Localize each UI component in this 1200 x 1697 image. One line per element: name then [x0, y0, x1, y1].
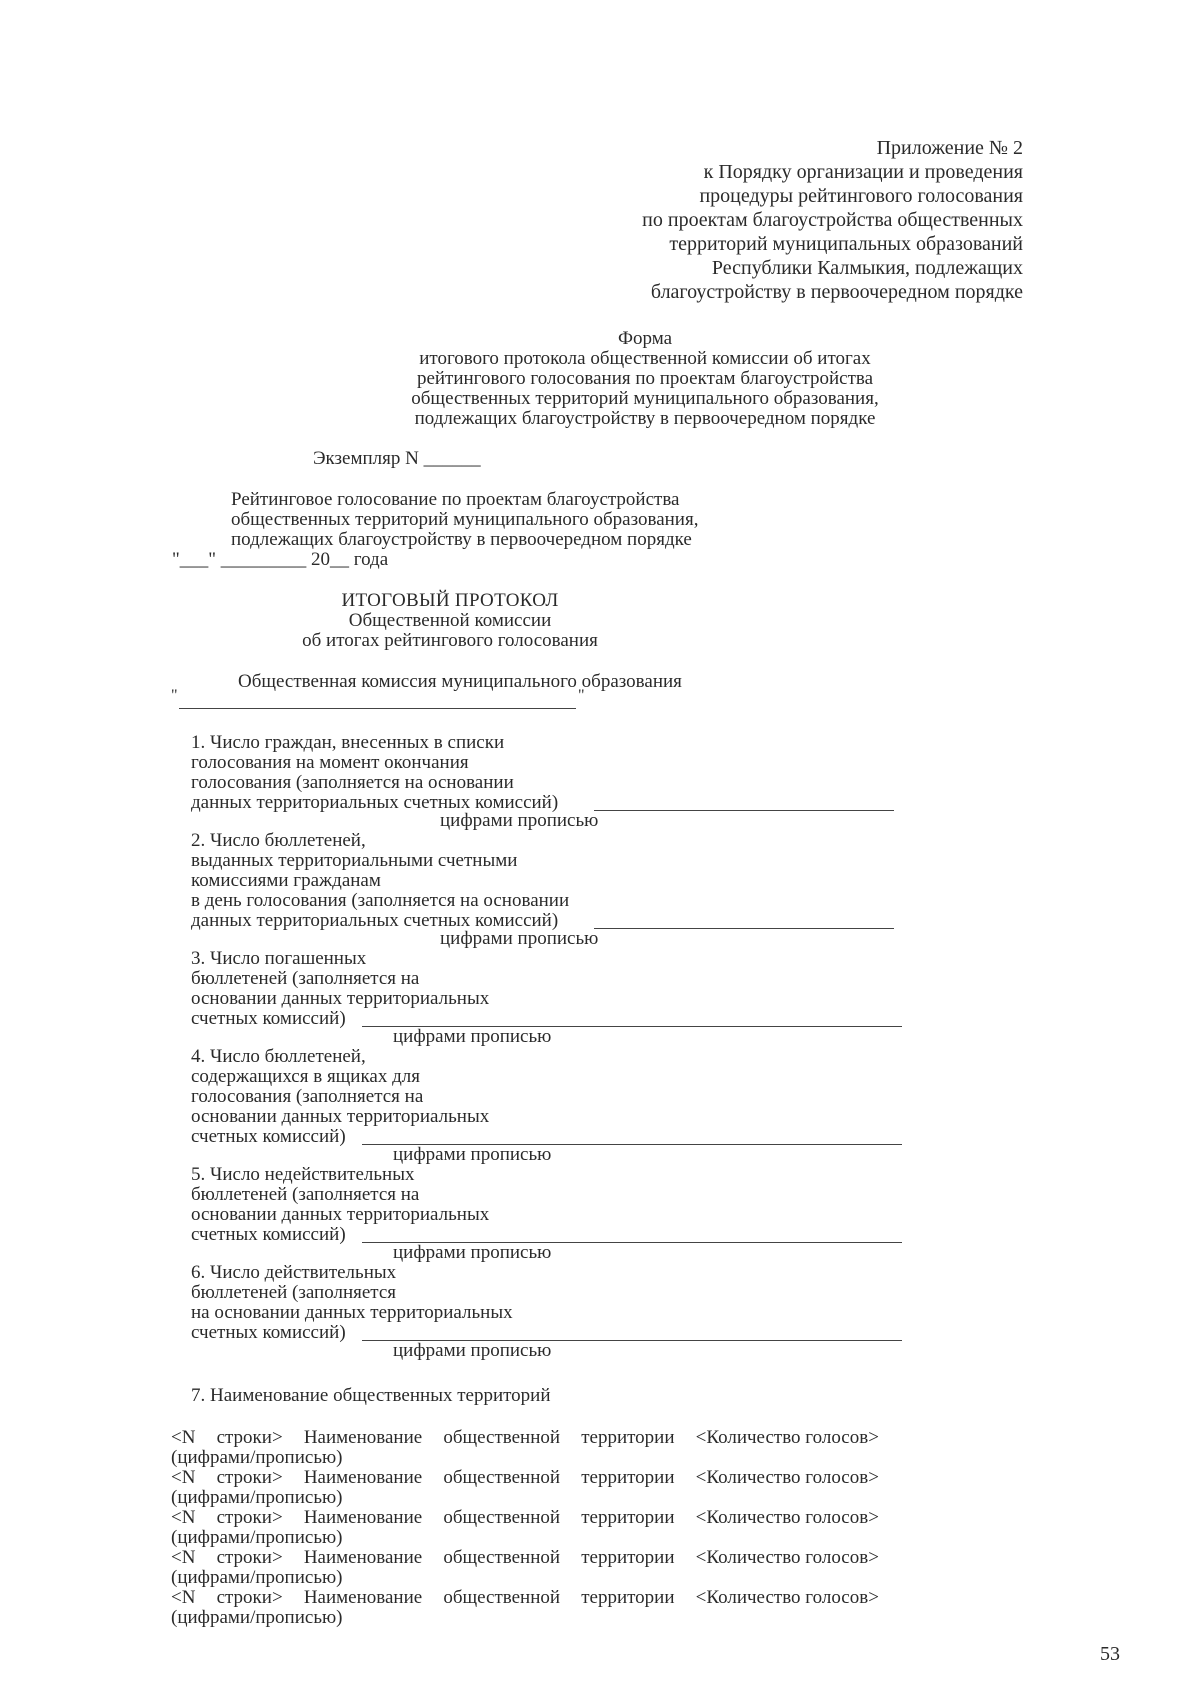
- vote-count-label: <Количество голосов>: [695, 1547, 879, 1568]
- protocol-title: ИТОГОВЫЙ ПРОТОКОЛ: [341, 590, 559, 611]
- appendix-line: по проектам благоустройства общественных: [642, 209, 1023, 231]
- appendix-line: процедуры рейтингового голосования: [699, 185, 1023, 207]
- item-line: счетных комиссий): [191, 1224, 346, 1245]
- row-number-label: строки>: [216, 1467, 283, 1488]
- territory-row-second: (цифрами/прописью): [171, 1567, 343, 1588]
- page-number: 53: [1100, 1643, 1120, 1665]
- voting-info-line: подлежащих благоустройству в первоочередном порядке: [231, 529, 692, 550]
- territory-name-label: Наименование: [303, 1547, 423, 1568]
- item-caption: цифрами прописью: [393, 1340, 552, 1361]
- item-line: счетных комиссий): [191, 1008, 346, 1029]
- territory-name-label: Наименование: [303, 1467, 423, 1488]
- item-7-title: 7. Наименование общественных территорий: [191, 1385, 551, 1406]
- item-line: счетных комиссий): [191, 1126, 346, 1147]
- item-line: 5. Число недействительных: [191, 1164, 415, 1185]
- quote-open: ": [171, 687, 178, 704]
- vote-count-label: <Количество голосов>: [695, 1427, 879, 1448]
- territory-name-label: общественной: [443, 1587, 561, 1608]
- item-line: бюллетеней (заполняется на: [191, 968, 420, 989]
- item-caption: цифрами прописью: [393, 1242, 552, 1263]
- item-line: голосования (заполняется на основании: [191, 772, 514, 793]
- item-line: в день голосования (заполняется на основании: [191, 890, 570, 911]
- territory-name-label: общественной: [443, 1547, 561, 1568]
- territory-row-second: (цифрами/прописью): [171, 1527, 343, 1548]
- territory-row-line: [171, 1588, 879, 1608]
- item-line: на основании данных территориальных: [191, 1302, 513, 1323]
- row-number-open: <N: [171, 1547, 196, 1568]
- appendix-line: территорий муниципальных образований: [669, 233, 1023, 255]
- item-line: голосования (заполняется на: [191, 1086, 424, 1107]
- row-number-open: <N: [171, 1507, 196, 1528]
- vote-count-label: <Количество голосов>: [695, 1467, 879, 1488]
- row-number-open: <N: [171, 1587, 196, 1608]
- territory-name-label: общественной: [443, 1467, 561, 1488]
- item-caption: цифрами прописью: [393, 1144, 552, 1165]
- appendix-line: к Порядку организации и проведения: [703, 161, 1023, 183]
- item-line: бюллетеней (заполняется: [191, 1282, 397, 1303]
- quote-close: ": [578, 687, 585, 704]
- appendix-line: Республики Калмыкия, подлежащих: [711, 257, 1023, 279]
- item-line: основании данных территориальных: [191, 988, 490, 1009]
- territory-row-second: (цифрами/прописью): [171, 1607, 343, 1628]
- item-line: основании данных территориальных: [191, 1204, 490, 1225]
- commission-name-blank: [179, 708, 576, 709]
- territory-name-label: территории: [581, 1507, 675, 1528]
- form-title: Форма: [617, 328, 673, 349]
- vote-count-label: <Количество голосов>: [695, 1587, 879, 1608]
- territory-name-label: территории: [581, 1467, 675, 1488]
- item-line: 2. Число бюллетеней,: [191, 830, 366, 851]
- territory-name-label: территории: [581, 1427, 675, 1448]
- territory-row-line: [171, 1508, 879, 1528]
- territory-row-line: [171, 1548, 879, 1568]
- item-line: данных территориальных счетных комиссий): [191, 910, 559, 931]
- item-line: 1. Число граждан, внесенных в списки: [191, 732, 505, 753]
- row-number-open: <N: [171, 1467, 196, 1488]
- territory-name-label: общественной: [443, 1427, 561, 1448]
- voting-info-line: Рейтинговое голосование по проектам благоустройства: [231, 489, 680, 510]
- appendix-line: благоустройству в первоочередном порядке: [650, 281, 1023, 303]
- row-number-open: <N: [171, 1427, 196, 1448]
- territory-name-label: Наименование: [303, 1427, 423, 1448]
- row-number-label: строки>: [216, 1587, 283, 1608]
- form-header-line: итогового протокола общественной комиссии об итогах: [419, 348, 871, 369]
- item-line: выданных территориальными счетными: [191, 850, 518, 871]
- territory-row-second: (цифрами/прописью): [171, 1447, 343, 1468]
- item-line: счетных комиссий): [191, 1322, 346, 1343]
- answer-blank: [594, 928, 894, 929]
- form-header-line: общественных территорий муниципального образования,: [411, 388, 879, 409]
- territory-row-second: (цифрами/прописью): [171, 1487, 343, 1508]
- protocol-subtitle: об итогах рейтингового голосования: [302, 630, 598, 651]
- copy-number: Экземпляр N ______: [313, 448, 481, 469]
- item-line: 6. Число действительных: [191, 1262, 397, 1283]
- item-line: основании данных территориальных: [191, 1106, 490, 1127]
- voting-info-line: общественных территорий муниципального образования,: [231, 509, 699, 530]
- date-line: "___" _________ 20__ года: [172, 549, 389, 570]
- item-line: комиссиями гражданам: [191, 870, 381, 891]
- answer-blank: [594, 810, 894, 811]
- protocol-subtitle: Общественной комиссии: [348, 610, 552, 631]
- commission-line: Общественная комиссия муниципального образования: [238, 671, 682, 692]
- appendix-line: Приложение № 2: [876, 137, 1023, 159]
- row-number-label: строки>: [216, 1507, 283, 1528]
- form-header-line: подлежащих благоустройству в первоочередном порядке: [414, 408, 876, 429]
- form-header-line: рейтингового голосования по проектам благоустройства: [416, 368, 874, 389]
- item-line: содержащихся в ящиках для: [191, 1066, 420, 1087]
- row-number-label: строки>: [216, 1547, 283, 1568]
- item-caption: цифрами прописью: [440, 928, 599, 949]
- item-caption: цифрами прописью: [440, 810, 599, 831]
- item-line: бюллетеней (заполняется на: [191, 1184, 420, 1205]
- territory-row-line: [171, 1428, 879, 1448]
- item-line: 4. Число бюллетеней,: [191, 1046, 366, 1067]
- item-caption: цифрами прописью: [393, 1026, 552, 1047]
- territory-name-label: общественной: [443, 1507, 561, 1528]
- item-line: данных территориальных счетных комиссий): [191, 792, 559, 813]
- vote-count-label: <Количество голосов>: [695, 1507, 879, 1528]
- territory-name-label: территории: [581, 1547, 675, 1568]
- item-line: голосования на момент окончания: [191, 752, 469, 773]
- item-line: 3. Число погашенных: [191, 948, 367, 969]
- row-number-label: строки>: [216, 1427, 283, 1448]
- territory-row-line: [171, 1468, 879, 1488]
- territory-name-label: Наименование: [303, 1507, 423, 1528]
- territory-name-label: территории: [581, 1587, 675, 1608]
- territory-name-label: Наименование: [303, 1587, 423, 1608]
